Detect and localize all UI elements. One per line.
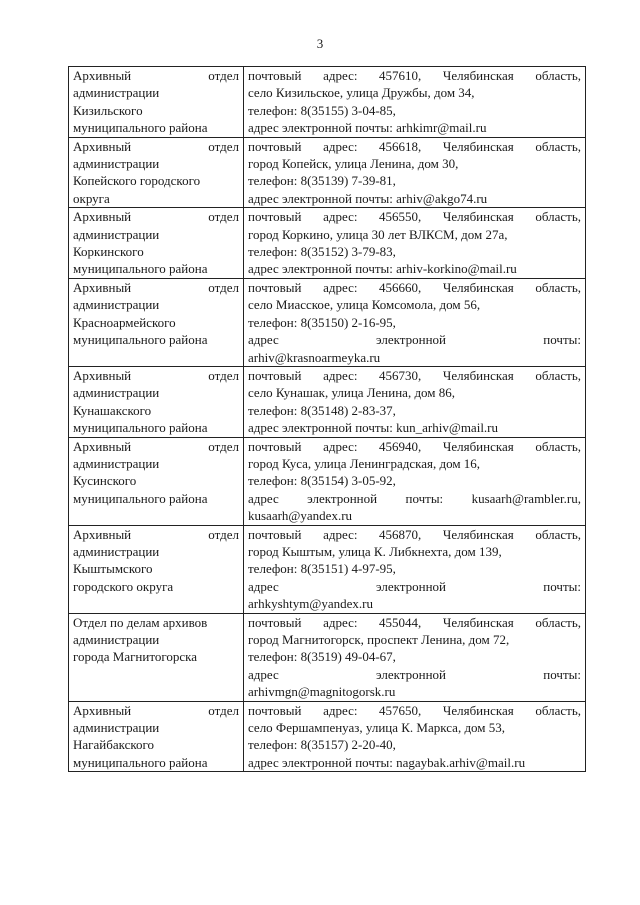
street-address: город Копейск, улица Ленина, дом 30, <box>248 156 459 172</box>
contact-cell <box>244 67 586 138</box>
organization-name-line: Архивный отдел <box>73 526 239 542</box>
organization-name-line: Архивный отдел <box>73 68 239 83</box>
organization-name-line: муниципального района <box>73 261 208 277</box>
organization-name-line: администрации <box>73 85 160 101</box>
table-row <box>69 366 586 437</box>
phone-number: телефон: 8(35157) 2-20-40, <box>248 737 396 753</box>
organization-name-line: Нагайбакского <box>73 737 155 753</box>
email-address: адрес электронной почты: <box>248 332 581 348</box>
phone-number: телефон: 8(35152) 3-79-83, <box>248 244 396 260</box>
email-address: адрес электронной почты: <box>248 578 581 594</box>
organization-name-line: муниципального района <box>73 754 208 770</box>
phone-number: телефон: 8(35154) 3-05-92, <box>248 473 396 489</box>
organization-name-line: Кунашакского <box>73 402 152 418</box>
table-row <box>69 613 586 701</box>
organization-name-line: Архивный отдел <box>73 279 239 295</box>
organization-name-line: Коркинского <box>73 244 144 260</box>
contact-cell <box>244 437 586 525</box>
table-row <box>69 278 586 366</box>
contact-cell <box>244 701 586 772</box>
postal-address: почтовый адрес: 457650, Челябинская область, <box>248 702 581 718</box>
organization-cell <box>69 278 244 366</box>
organization-name-line: Кыштымского <box>73 561 153 577</box>
organization-name-line: округа <box>73 190 110 206</box>
organization-name-line: муниципального района <box>73 420 208 436</box>
email-address: адрес электронной почты: nagaybak.arhiv@mail.ru <box>248 754 526 770</box>
postal-address: почтовый адрес: 457610, Челябинская область, <box>248 68 581 83</box>
street-address: село Кизильское, улица Дружбы, дом 34, <box>248 85 475 101</box>
organization-cell <box>69 701 244 772</box>
table-row <box>69 137 586 208</box>
organization-cell <box>69 67 244 138</box>
postal-address: почтовый адрес: 456870, Челябинская область, <box>248 526 581 542</box>
organization-cell <box>69 366 244 437</box>
phone-number: телефон: 8(35151) 4-97-95, <box>248 561 396 577</box>
email-address: адрес электронной почты: kusaarh@rambler.ru, <box>248 490 581 506</box>
table-row <box>69 67 586 138</box>
phone-number: телефон: 8(35148) 2-83-37, <box>248 402 396 418</box>
street-address: город Кыштым, улица К. Либкнехта, дом 139, <box>248 543 502 559</box>
organization-name-line: Красноармейского <box>73 314 176 330</box>
postal-address: почтовый адрес: 456730, Челябинская область, <box>248 367 581 383</box>
organization-name-line: муниципального района <box>73 490 208 506</box>
organization-name-line: Архивный отдел <box>73 138 239 154</box>
organization-cell <box>69 613 244 701</box>
organization-name-line: муниципального района <box>73 120 208 136</box>
table-row <box>69 437 586 525</box>
email-address: arhiv@krasnoarmeyka.ru <box>248 349 381 365</box>
email-address: arhivmgn@magnitogorsk.ru <box>248 684 396 700</box>
contact-cell <box>244 366 586 437</box>
phone-number: телефон: 8(35139) 7-39-81, <box>248 173 396 189</box>
organization-name-line: города Магнитогорска <box>73 649 198 665</box>
organization-name-line: Архивный отдел <box>73 209 239 225</box>
organization-name-line: администрации <box>73 720 160 736</box>
street-address: город Куса, улица Ленинградская, дом 16, <box>248 455 481 471</box>
email-address: адрес электронной почты: <box>248 666 581 682</box>
organization-name-line: администрации <box>73 455 160 471</box>
organization-cell <box>69 437 244 525</box>
contact-cell <box>244 278 586 366</box>
email-address: адрес электронной почты: kun_arhiv@mail.ru <box>248 420 499 436</box>
organization-name-line: Архивный отдел <box>73 367 239 383</box>
email-address: arhkyshtym@yandex.ru <box>248 596 373 612</box>
email-address: адрес электронной почты: arhkimr@mail.ru <box>248 120 487 136</box>
organization-name-line: Архивный отдел <box>73 702 239 718</box>
street-address: село Фершампенуаз, улица К. Маркса, дом 53, <box>248 720 506 736</box>
organization-cell <box>69 525 244 613</box>
organization-name-line: городского округа <box>73 578 174 594</box>
organization-name-line: администрации <box>73 156 160 172</box>
email-address: адрес электронной почты: arhiv-korkino@mail.ru <box>248 261 517 277</box>
archives-directory-table <box>68 66 586 772</box>
organization-name-line: администрации <box>73 297 160 313</box>
email-address: kusaarh@yandex.ru <box>248 508 353 524</box>
phone-number: телефон: 8(35155) 3-04-85, <box>248 102 396 118</box>
phone-number: телефон: 8(35150) 2-16-95, <box>248 314 396 330</box>
contact-cell <box>244 613 586 701</box>
postal-address: почтовый адрес: 456940, Челябинская область, <box>248 438 581 454</box>
page-number: 3 <box>316 36 324 51</box>
organization-cell <box>69 137 244 208</box>
table-row <box>69 701 586 772</box>
organization-name-line: Кизильского <box>73 102 143 118</box>
street-address: город Магнитогорск, проспект Ленина, дом 72, <box>248 632 510 647</box>
organization-name-line: Отдел по делам архивов <box>73 614 208 630</box>
email-address: адрес электронной почты: arhiv@akgo74.ru <box>248 190 488 206</box>
postal-address: почтовый адрес: 456618, Челябинская область, <box>248 138 581 154</box>
organization-name-line: администрации <box>73 543 160 559</box>
organization-name-line: администрации <box>73 226 160 242</box>
postal-address: почтовый адрес: 455044, Челябинская область, <box>248 614 581 630</box>
organization-name-line: администрации <box>73 385 160 401</box>
organization-name-line: Архивный отдел <box>73 438 239 454</box>
organization-cell <box>69 208 244 279</box>
table-row <box>69 525 586 613</box>
postal-address: почтовый адрес: 456550, Челябинская область, <box>248 209 581 225</box>
contact-cell <box>244 208 586 279</box>
street-address: село Миасское, улица Комсомола, дом 56, <box>248 297 481 313</box>
table-row <box>69 208 586 279</box>
organization-name-line: Копейского городского <box>73 173 201 189</box>
contact-cell <box>244 137 586 208</box>
organization-name-line: администрации <box>73 632 160 647</box>
street-address: село Кунашак, улица Ленина, дом 86, <box>248 385 456 401</box>
organization-name-line: муниципального района <box>73 332 208 348</box>
contact-cell <box>244 525 586 613</box>
organization-name-line: Кусинского <box>73 473 137 489</box>
postal-address: почтовый адрес: 456660, Челябинская область, <box>248 279 581 295</box>
street-address: город Коркино, улица 30 лет ВЛКСМ, дом 27а, <box>248 226 508 242</box>
phone-number: телефон: 8(3519) 49-04-67, <box>248 649 396 665</box>
